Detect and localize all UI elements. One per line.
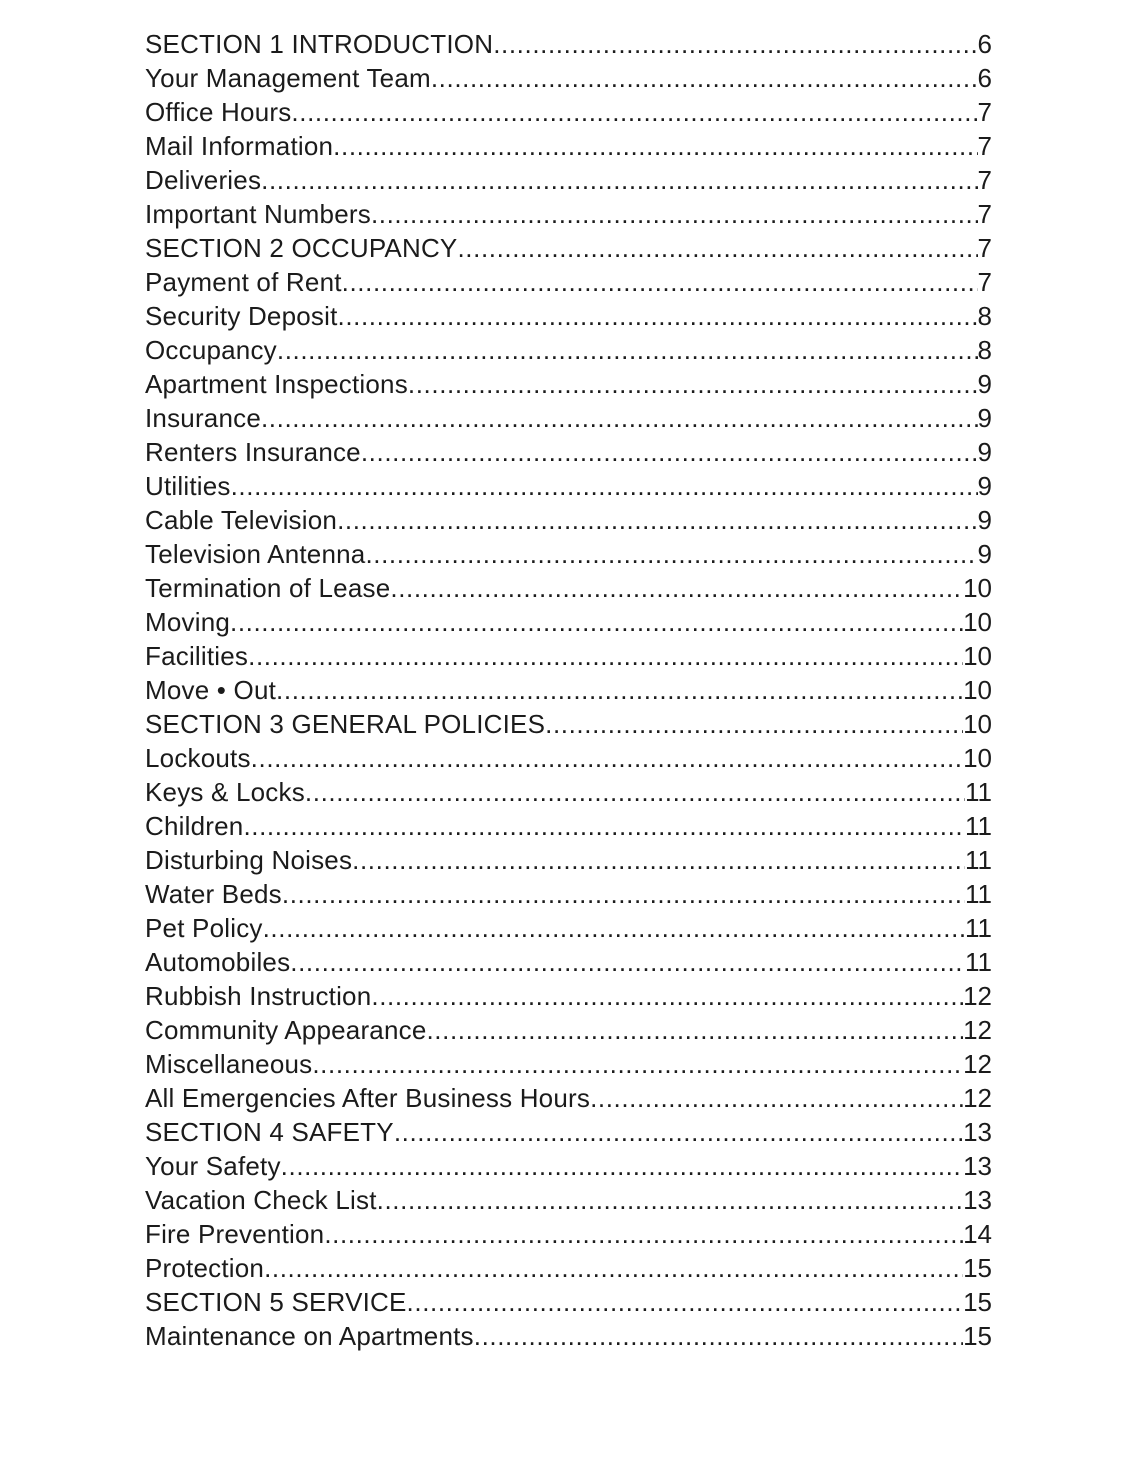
toc-dot-leader	[281, 1149, 963, 1183]
toc-row	[145, 1149, 992, 1183]
toc-row	[145, 503, 992, 537]
toc-dot-leader	[390, 571, 963, 605]
toc-entry-label: Community Appearance	[145, 1015, 427, 1045]
toc-entry-label: Renters Insurance	[145, 437, 361, 467]
toc-entry-page: 10	[963, 573, 992, 603]
toc-entry-page: 11	[965, 947, 992, 977]
toc-dot-leader	[276, 673, 963, 707]
toc-dot-leader	[261, 163, 977, 197]
toc-dot-leader	[251, 741, 963, 775]
toc-dot-leader	[312, 1047, 963, 1081]
toc-row	[145, 707, 992, 741]
toc-entry-label: All Emergencies After Business Hours	[145, 1083, 591, 1113]
toc-entry-label: Miscellaneous	[145, 1049, 313, 1079]
toc-entry-label: Moving	[145, 607, 231, 637]
toc-entry-label: Water Beds	[145, 879, 282, 909]
toc-dot-leader	[545, 707, 963, 741]
toc-row	[145, 1285, 992, 1319]
toc-entry-label: SECTION 1 INTRODUCTION	[145, 29, 494, 59]
toc-entry-page: 7	[977, 199, 992, 229]
toc-row	[145, 129, 992, 163]
toc-row	[145, 979, 992, 1013]
toc-entry-label: Your Management Team	[145, 63, 431, 93]
toc-entry-label: Children	[145, 811, 244, 841]
toc-row	[145, 639, 992, 673]
toc-row	[145, 299, 992, 333]
toc-dot-leader	[337, 503, 977, 537]
toc-dot-leader	[324, 1217, 963, 1251]
toc-dot-leader	[457, 231, 977, 265]
toc-row	[145, 1013, 992, 1047]
toc-entry-label: Vacation Check List	[145, 1185, 377, 1215]
toc-entry-page: 6	[977, 29, 992, 59]
toc-entry-label: Utilities	[145, 471, 231, 501]
toc-dot-leader	[243, 809, 965, 843]
toc-entry-page: 11	[965, 879, 992, 909]
toc-row	[145, 367, 992, 401]
toc-row	[145, 197, 992, 231]
toc-dot-leader	[264, 1251, 963, 1285]
toc-row	[145, 27, 992, 61]
toc-entry-label: SECTION 5 SERVICE	[145, 1287, 407, 1317]
toc-row	[145, 265, 992, 299]
toc-entry-page: 15	[963, 1253, 992, 1283]
toc-entry-page: 14	[963, 1219, 992, 1249]
toc-entry-label: Occupancy	[145, 335, 277, 365]
toc-row	[145, 435, 992, 469]
toc-dot-leader	[263, 911, 965, 945]
toc-dot-leader	[230, 605, 963, 639]
toc-row	[145, 775, 992, 809]
toc-dot-leader	[305, 775, 965, 809]
toc-row	[145, 469, 992, 503]
toc-entry-page: 11	[965, 913, 992, 943]
toc-entry-label: Fire Prevention	[145, 1219, 325, 1249]
toc-dot-leader	[377, 1183, 963, 1217]
toc-entry-page: 10	[963, 709, 992, 739]
toc-entry-page: 11	[965, 845, 992, 875]
toc-dot-leader	[282, 877, 965, 911]
toc-entry-page: 10	[963, 641, 992, 671]
toc-dot-leader	[371, 979, 963, 1013]
toc-dot-leader	[407, 1285, 964, 1319]
toc-row	[145, 571, 992, 605]
toc-row	[145, 1115, 992, 1149]
toc-list	[145, 27, 992, 1353]
toc-entry-label: SECTION 3 GENERAL POLICIES	[145, 709, 546, 739]
toc-row	[145, 877, 992, 911]
toc-entry-label: SECTION 4 SAFETY	[145, 1117, 394, 1147]
toc-entry-page: 12	[963, 981, 992, 1011]
toc-entry-page: 7	[977, 267, 992, 297]
toc-dot-leader	[338, 299, 978, 333]
toc-row	[145, 673, 992, 707]
toc-row	[145, 843, 992, 877]
toc-entry-page: 7	[977, 233, 992, 263]
toc-row	[145, 605, 992, 639]
toc-entry-label: Insurance	[145, 403, 261, 433]
toc-entry-label: Facilities	[145, 641, 249, 671]
toc-entry-page: 10	[963, 607, 992, 637]
toc-entry-label: Deliveries	[145, 165, 262, 195]
toc-entry-page: 15	[963, 1287, 992, 1317]
toc-entry-label: Pet Policy	[145, 913, 263, 943]
toc-entry-label: Keys & Locks	[145, 777, 305, 807]
toc-entry-page: 10	[963, 675, 992, 705]
toc-entry-label: Automobiles	[145, 947, 291, 977]
toc-row	[145, 231, 992, 265]
toc-dot-leader	[361, 435, 978, 469]
toc-entry-page: 11	[965, 811, 992, 841]
toc-entry-label: Payment of Rent	[145, 267, 342, 297]
toc-entry-page: 9	[977, 403, 992, 433]
toc-entry-page: 6	[977, 63, 992, 93]
toc-entry-label: Television Antenna	[145, 539, 366, 569]
toc-entry-label: Rubbish Instruction	[145, 981, 372, 1011]
toc-entry-label: Protection	[145, 1253, 265, 1283]
toc-entry-label: Important Numbers	[145, 199, 371, 229]
toc-entry-label: Office Hours	[145, 97, 292, 127]
toc-entry-page: 11	[965, 777, 992, 807]
toc-row	[145, 945, 992, 979]
toc-dot-leader	[493, 27, 977, 61]
toc-row	[145, 1047, 992, 1081]
toc-entry-label: Lockouts	[145, 743, 251, 773]
toc-dot-leader	[426, 1013, 963, 1047]
toc-dot-leader	[474, 1319, 963, 1353]
toc-entry-page: 12	[963, 1015, 992, 1045]
toc-row	[145, 1183, 992, 1217]
toc-entry-page: 9	[977, 437, 992, 467]
toc-entry-page: 7	[977, 97, 992, 127]
toc-row	[145, 1217, 992, 1251]
toc-entry-label: Disturbing Noises	[145, 845, 353, 875]
toc-entry-page: 12	[963, 1083, 992, 1113]
toc-dot-leader	[333, 129, 977, 163]
toc-dot-leader	[277, 333, 978, 367]
toc-entry-page: 9	[977, 539, 992, 569]
toc-entry-label: SECTION 2 OCCUPANCY	[145, 233, 458, 263]
toc-entry-page: 8	[977, 335, 992, 365]
toc-dot-leader	[431, 61, 978, 95]
toc-dot-leader	[290, 945, 965, 979]
toc-row	[145, 1251, 992, 1285]
toc-row	[145, 333, 992, 367]
toc-row	[145, 401, 992, 435]
toc-row	[145, 1319, 992, 1353]
toc-entry-page: 12	[963, 1049, 992, 1079]
toc-row	[145, 61, 992, 95]
toc-dot-leader	[352, 843, 965, 877]
toc-dot-leader	[291, 95, 977, 129]
toc-entry-page: 9	[977, 471, 992, 501]
toc-row	[145, 809, 992, 843]
toc-dot-leader	[408, 367, 978, 401]
toc-entry-label: Apartment Inspections	[145, 369, 408, 399]
toc-entry-label: Security Deposit	[145, 301, 338, 331]
toc-row	[145, 741, 992, 775]
toc-entry-page: 7	[977, 131, 992, 161]
toc-entry-page: 13	[963, 1185, 992, 1215]
toc-dot-leader	[261, 401, 978, 435]
toc-dot-leader	[590, 1081, 963, 1115]
toc-entry-label: Your Safety	[145, 1151, 281, 1181]
toc-entry-page: 9	[977, 369, 992, 399]
toc-entry-label: Termination of Lease	[145, 573, 391, 603]
toc-row	[145, 1081, 992, 1115]
toc-entry-label: Maintenance on Apartments	[145, 1321, 474, 1351]
toc-entry-label: Mail Information	[145, 131, 334, 161]
toc-entry-label: Move • Out	[145, 675, 277, 705]
toc-entry-page: 7	[977, 165, 992, 195]
toc-dot-leader	[231, 469, 978, 503]
toc-row	[145, 537, 992, 571]
toc-dot-leader	[248, 639, 963, 673]
toc-entry-page: 13	[963, 1151, 992, 1181]
toc-dot-leader	[365, 537, 977, 571]
toc-entry-page: 10	[963, 743, 992, 773]
toc-dot-leader	[394, 1115, 963, 1149]
toc-entry-page: 15	[963, 1321, 992, 1351]
toc-dot-leader	[342, 265, 978, 299]
toc-dot-leader	[371, 197, 978, 231]
toc-entry-page: 9	[977, 505, 992, 535]
toc-entry-page: 13	[963, 1117, 992, 1147]
toc-entry-label: Cable Television	[145, 505, 338, 535]
toc-row	[145, 163, 992, 197]
toc-row	[145, 911, 992, 945]
toc-row	[145, 95, 992, 129]
toc-entry-page: 8	[977, 301, 992, 331]
